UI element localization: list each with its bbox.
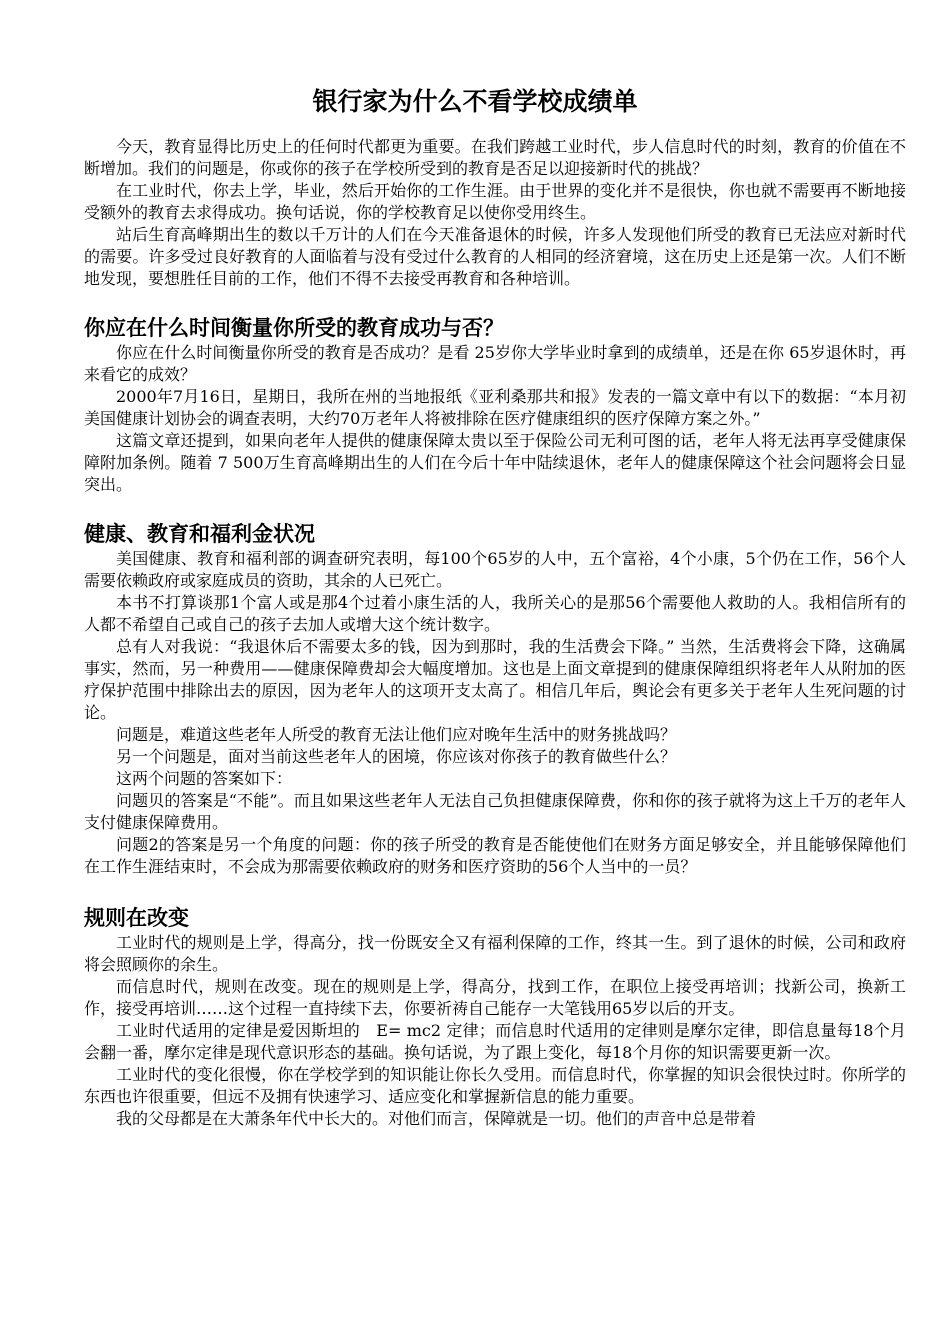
paragraph: 本书不打算谈那1个富人或是那4个过着小康生活的人，我所关心的是那56个需要他人救助的人。我相信所有的人都不希望自己或自己的孩子去加人或增大这个统计数字。 (84, 593, 906, 634)
paragraph: 今天，教育显得比历史上的任何时代都更为重要。在我们跨越工业时代，步人信息时代的时刻，教育的价值在不断增加。我们的问题是，你或你的孩子在学校所受到的教育是否足以迎接新时代的挑战？ (84, 137, 906, 178)
document-body (84, 136, 906, 1130)
paragraph: 站后生育高峰期出生的数以千万计的人们在今天准备退休的时候，许多人发现他们所受的教育已无法应对新时代的需要。许多受过良好教育的人面临着与没有受过什么教育的人相同的经济窘境，这在历史上还是第一次。人们不断地发现，要想胜任目前的工作，他们不得不去接受再教育和各种培训。 (84, 225, 906, 288)
paragraph: 问题是，难道这些老年人所受的教育无法让他们应对晚年生活中的财务挑战吗？ (116, 725, 677, 744)
intro-section (84, 136, 906, 290)
section-heading: 你应在什么时间衡量你所受的教育成功与否？ (84, 316, 504, 340)
section-heading: 规则在改变 (84, 906, 189, 930)
section-education-measure (84, 314, 906, 496)
paragraph: 在工业时代，你去上学，毕业，然后开始你的工作生涯。由于世界的变化并不是很快，你也就不需要再不断地接受额外的教育去求得成功。换句话说，你的学校教育足以使你受用终生。 (84, 181, 906, 222)
section-rules-changing (84, 904, 906, 1130)
paragraph: 总有人对我说：“我退休后不需要太多的钱，因为到那时，我的生活费会下降。” 当然，生活费将会下降，这确属事实，然而，另一种费用——健康保障费却会大幅度增加。这也是上面文章提到的健康保障组织将老年人从附加的医疗保护范围中排除出去的原因，因为老年人的这项开支太高了。相信几年后，舆论会有更多关于老年人生死问题的讨论。 (84, 637, 906, 722)
paragraph: 另一个问题是，面对当前这些老年人的困境，你应该对你孩子的教育做些什么？ (116, 747, 677, 766)
paragraph: 工业时代的规则是上学，得高分，找一份既安全又有福利保障的工作，终其一生。到了退休的时候，公司和政府将会照顾你的余生。 (84, 933, 906, 974)
paragraph: 工业时代适用的定律是爱因斯坦的 E= mc2 定律；而信息时代适用的定律则是摩尔定律，即信息量每18个月会翻一番，摩尔定律是现代意识形态的基础。换句话说，为了跟上变化，每18个月你的知识需要更新一次。 (84, 1021, 906, 1062)
section-health-education-welfare (84, 520, 906, 878)
paragraph: 我的父母都是在大萧条年代中长大的。对他们而言，保障就是一切。他们的声音中总是带着 (116, 1109, 757, 1128)
section-heading: 健康、教育和福利金状况 (84, 522, 315, 546)
paragraph: 这两个问题的答案如下： (116, 769, 293, 788)
paragraph: 工业时代的变化很慢，你在学校学到的知识能让你长久受用。而信息时代，你掌握的知识会很快过时。你所学的东西也许很重要，但远不及拥有快速学习、适应变化和掌握新信息的能力重要。 (84, 1065, 906, 1106)
paragraph: 问题贝的答案是“不能”。而且如果这些老年人无法自己负担健康保障费，你和你的孩子就将为这上千万的老年人支付健康保障费用。 (84, 791, 906, 832)
paragraph: 这篇文章还提到，如果向老年人提供的健康保障太贵以至于保险公司无利可图的话，老年人将无法再享受健康保障附加条例。随着 7 500万生育高峰期出生的人们在今后十年中陆续退休，老年人的健康保障这个社会问题将会日显突出。 (84, 431, 906, 494)
paragraph: 而信息时代，规则在改变。现在的规则是上学，得高分，找到工作，在职位上接受再培训；找新公司，换新工作，接受再培训……这个过程一直持续下去，你要祈祷自己能存一大笔钱用65岁以后的开支。 (84, 977, 906, 1018)
paragraph: 问题2的答案是另一个角度的问题：你的孩子所受的教育是否能使他们在财务方面足够安全，并且能够保障他们在工作生涯结束时，不会成为那需要依赖政府的财务和医疗资助的56个人当中的一员？ (84, 835, 906, 876)
paragraph: 2000年7月16日，星期日，我所在州的当地报纸《亚利桑那共和报》发表的一篇文章中有以下的数据：“本月初美国健康计划协会的调查表明，大约70万老年人将被排除在医疗健康组织的医疗保障方案之外。” (84, 387, 906, 428)
paragraph: 美国健康、教育和福利部的调查研究表明，每100个65岁的人中，五个富裕，4个小康，5个仍在工作，56个人需要依赖政府或家庭成员的资助，其余的人已死亡。 (84, 549, 906, 590)
document-title: 银行家为什么不看学校成绩单 (312, 87, 638, 116)
paragraph: 你应在什么时间衡量你所受的教育是否成功？是看 25岁你大学毕业时拿到的成绩单，还是在你 65岁退休时，再来看它的成效？ (84, 343, 906, 384)
